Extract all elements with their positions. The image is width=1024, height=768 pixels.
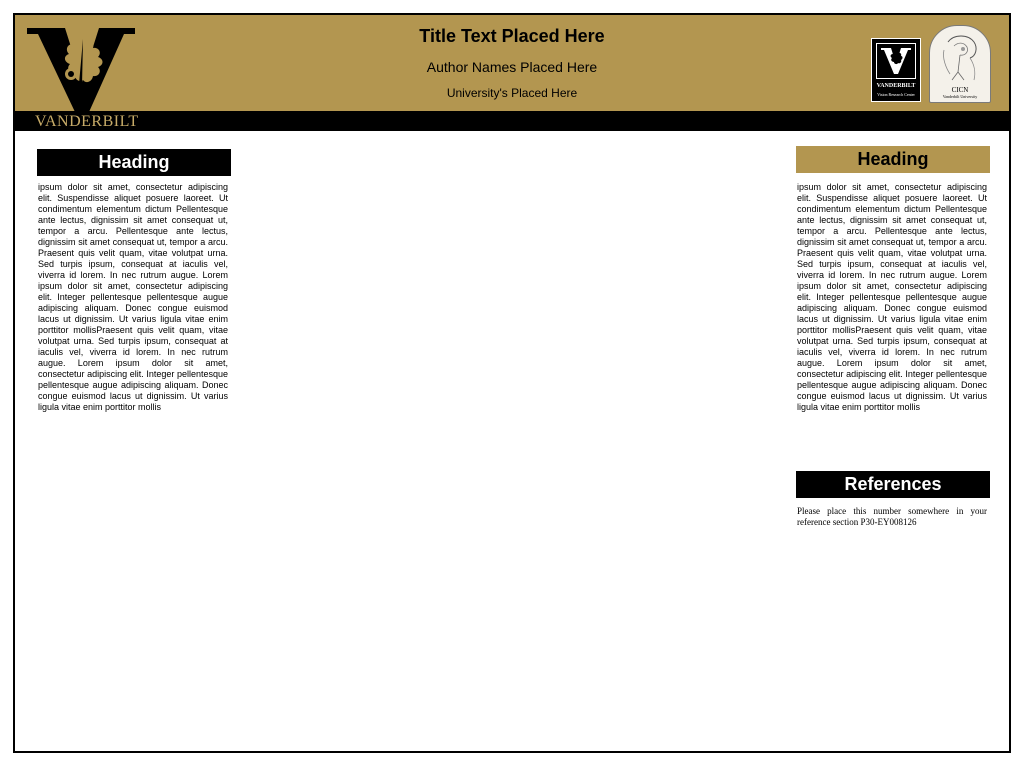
right-section-heading: Heading <box>796 146 990 173</box>
vision-research-center-logo <box>871 38 921 102</box>
left-section-heading: Heading <box>37 149 231 176</box>
left-section-body: ipsum dolor sit amet, consectetur adipiscing elit. Suspendisse aliquet posuere laoreet. Ut condimentum elementum dictum Pellentesque ante lectus, dignissim sit amet consequat ut, tempor a arcu. Pellentesque ante lectus, dignissim sit amet consequat ut, tempor a arcu. Praesent quis velit quam, vitae volutpat urna. Sed turpis ipsum, consequat at iaculis vel, viverra id lorem. In nec rutrum augue. Lorem ipsum dolor sit amet, consectetur adipiscing elit. Integer pellentesque pellentesque augue adipiscing aliquam. Donec congue euismod lacus ut dignissim. Ut varius ligula vitae enim porttitor mollisPraesent quis velit quam, vitae volutpat urna. Sed turpis ipsum, consequat at iaculis vel, viverra id lorem. In nec rutrum augue. Lorem ipsum dolor sit amet, consectetur adipiscing elit. Integer pellentesque pellentesque augue adipiscing aliquam. Donec congue euismod lacus ut dignissim. Ut varius ligula vitae enim porttitor mollis <box>38 182 228 412</box>
university-wordmark: VANDERBILT <box>35 113 139 130</box>
right-section-body: ipsum dolor sit amet, consectetur adipiscing elit. Suspendisse aliquet posuere laoreet. Ut condimentum elementum dictum Pellentesque ante lectus, dignissim sit amet consequat ut, tempor a arcu. Pellentesque ante lectus, dignissim sit amet consequat ut, tempor a arcu. Praesent quis velit quam, vitae volutpat urna. Sed turpis ipsum, consequat at iaculis vel, viverra id lorem. In nec rutrum augue. Lorem ipsum dolor sit amet, consectetur adipiscing elit. Integer pellentesque pellentesque augue adipiscing aliquam. Donec congue euismod lacus ut dignissim. Ut varius ligula vitae enim porttitor mollisPraesent quis velit quam, vitae volutpat urna. Sed turpis ipsum, consequat at iaculis vel, viverra id lorem. In nec rutrum augue. Lorem ipsum dolor sit amet, consectetur adipiscing elit. Integer pellentesque pellentesque augue adipiscing aliquam. Donec congue euismod lacus ut dignissim. Ut varius ligula vitae enim porttitor mollis <box>797 182 987 412</box>
university-names: University's Placed Here <box>446 86 578 100</box>
anatomical-drawing-icon <box>930 28 990 86</box>
cicn-logo <box>929 25 991 103</box>
author-names: Author Names Placed Here <box>426 59 598 75</box>
oak-leaf-icon <box>877 44 915 78</box>
poster <box>13 13 1011 753</box>
cicn-logo-name: CICN <box>951 86 969 94</box>
poster-title: Title Text Placed Here <box>419 26 605 46</box>
poster-header <box>15 15 1009 111</box>
references-body: Please place this number somewhere in your reference section P30-EY008126 <box>797 506 987 527</box>
cicn-logo-subtitle: Vanderbilt University <box>942 94 978 99</box>
vanderbilt-v-oak-leaf-icon <box>27 26 137 116</box>
references-heading: References <box>796 471 990 498</box>
vision-logo-subtitle: Vision Research Center <box>877 92 915 97</box>
vision-logo-name: VANDERBILT <box>876 83 916 89</box>
vision-logo-frame <box>876 43 916 79</box>
